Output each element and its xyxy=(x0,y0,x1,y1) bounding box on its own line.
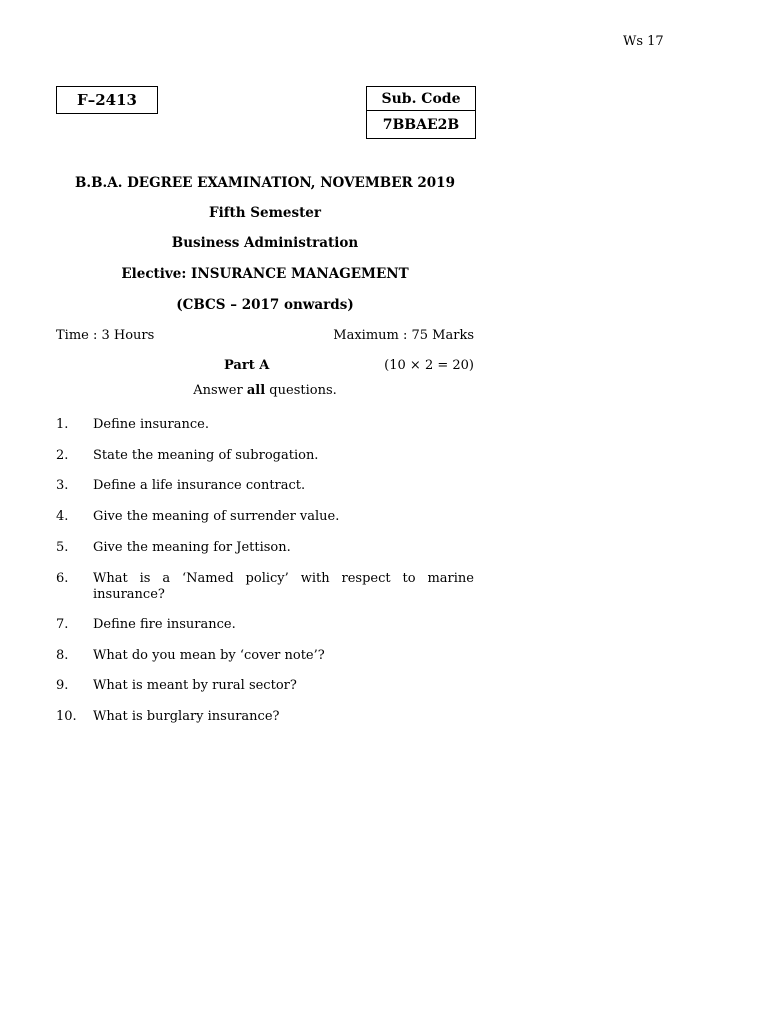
page-code: Ws 17 xyxy=(623,34,664,49)
question-number: 7. xyxy=(56,617,69,632)
scheme-heading: (CBCS – 2017 onwards) xyxy=(176,297,354,313)
sub-code-label: Sub. Code xyxy=(381,90,461,107)
sub-code-table xyxy=(366,86,476,139)
part-a-marks: (10 × 2 = 20) xyxy=(384,358,474,373)
paper-code-box: F–2413 xyxy=(56,86,158,114)
question-text: Define insurance. xyxy=(93,417,210,432)
question-number: 5. xyxy=(56,540,69,555)
part-a-label: Part A xyxy=(224,358,270,373)
maximum-marks: Maximum : 75 Marks xyxy=(333,328,474,343)
question-text: What do you mean by ‘cover note’? xyxy=(93,648,325,663)
question-number: 3. xyxy=(56,478,69,493)
instruction-prefix: Answer xyxy=(193,383,247,398)
question-text: Define fire insurance. xyxy=(93,617,236,632)
question-text: What is meant by rural sector? xyxy=(93,678,297,693)
question-number: 10. xyxy=(56,709,77,724)
question-number: 1. xyxy=(56,417,69,432)
question-number: 4. xyxy=(56,509,69,524)
exam-title: B.B.A. DEGREE EXAMINATION, NOVEMBER 2019 xyxy=(75,175,455,191)
instruction-emphasis: all xyxy=(246,383,266,398)
time-duration: Time : 3 Hours xyxy=(56,328,155,343)
elective-heading: Elective: INSURANCE MANAGEMENT xyxy=(121,266,409,282)
question-number: 9. xyxy=(56,678,69,693)
part-a-instruction xyxy=(56,383,474,398)
question-text: Define a life insurance contract. xyxy=(93,478,306,493)
question-text: Give the meaning for Jettison. xyxy=(93,540,291,555)
question-number: 8. xyxy=(56,648,69,663)
question-text: State the meaning of subrogation. xyxy=(93,448,319,463)
question-number: 6. xyxy=(56,571,69,586)
question-text: Give the meaning of surrender value. xyxy=(93,509,340,524)
question-text: What is burglary insurance? xyxy=(93,709,280,724)
question-number: 2. xyxy=(56,448,69,463)
semester-heading: Fifth Semester xyxy=(208,205,322,221)
subject-heading: Business Administration xyxy=(171,235,359,251)
sub-code-value: 7BBAE2B xyxy=(367,110,475,138)
instruction-suffix: questions. xyxy=(265,383,337,398)
question-text: What is a ‘Named policy’ with respect to marine insurance? xyxy=(93,571,474,602)
